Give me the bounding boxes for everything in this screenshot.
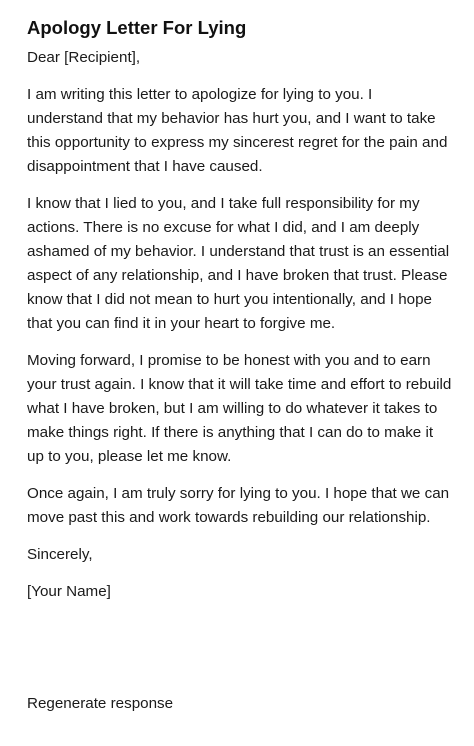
signature: [Your Name]: [27, 583, 111, 600]
salutation: Dear [Recipient],: [27, 49, 141, 66]
paragraph-2: I know that I lied to you, and I take full responsibility for my actions. There is no excuse for what I did, and I am deeply ashamed of my behavior. I understand that trust is an essential aspect of any relationship, and I have broken that trust. Please know that I did not mean to hurt you intentionally, and I hope that you can find it in your heart to forgive me.: [27, 195, 450, 332]
paragraph-3: Moving forward, I promise to be honest with you and to earn your trust again. I know that it will take time and effort to rebuild what I have broken, but I am willing to do whatever it takes to make things right. If there is anything that I can do to make it up to you, please let me know.: [27, 352, 452, 465]
paragraph-4: Once again, I am truly sorry for lying to you. I hope that we can move past this and work towards rebuilding our relationship.: [27, 485, 450, 526]
paragraph-1: I am writing this letter to apologize for lying to you. I understand that my behavior has hurt you, and I want to take this opportunity to express my sincerest regret for the pain and disappointment that I have caused.: [27, 86, 448, 175]
closing: Sincerely,: [27, 546, 93, 563]
regenerate-response-button[interactable]: Regenerate response: [27, 695, 174, 712]
letter-body: [27, 46, 452, 617]
letter-page: [27, 0, 452, 746]
letter-title: Apology Letter For Lying: [27, 17, 247, 38]
